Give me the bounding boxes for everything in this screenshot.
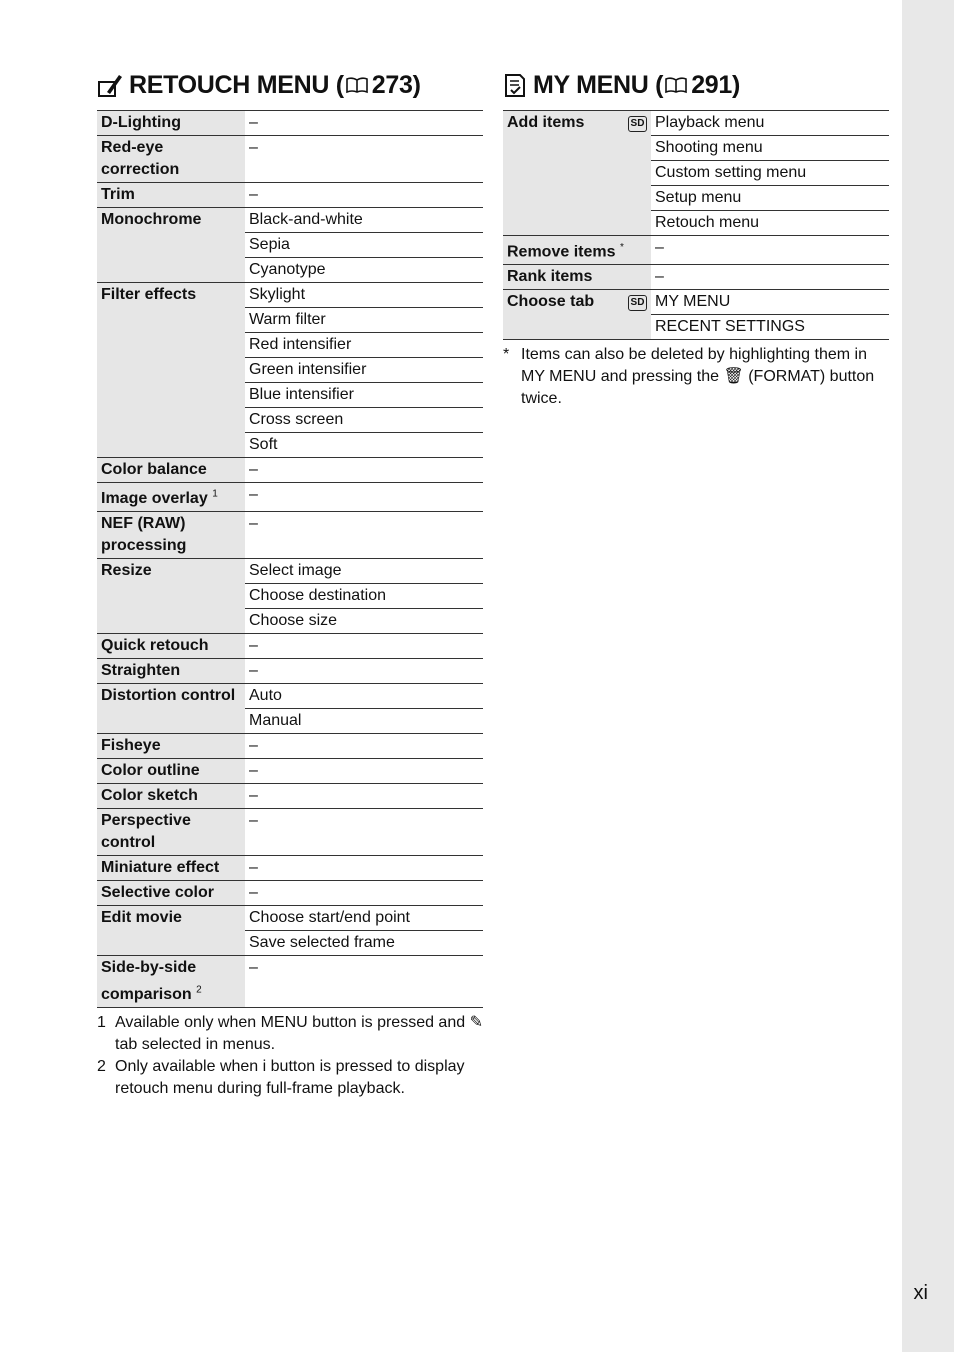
table-row	[97, 282, 483, 457]
row-label	[503, 111, 651, 235]
my-menu-table	[503, 110, 889, 340]
row-value: Playback menu	[655, 114, 765, 131]
row-value: Cross screen	[245, 407, 483, 432]
row-value: Blue intensifier	[245, 382, 483, 407]
row-value: Auto	[249, 687, 282, 705]
table-row	[97, 758, 483, 783]
footnote	[97, 1012, 483, 1056]
footnote-number: 2	[97, 1057, 106, 1075]
table-row	[97, 135, 483, 182]
row-value: –	[655, 268, 664, 286]
footnote-text: Items can also be deleted by highlighting them in MY MENU and pressing the 🗑 (FORMAT) button twice.	[521, 346, 875, 408]
row-label-text: Miniature effect	[101, 859, 220, 877]
retouch-table	[97, 110, 483, 1008]
row-label	[97, 684, 245, 733]
row-value: –	[249, 737, 258, 755]
row-label	[97, 956, 245, 1006]
my-menu-notes	[503, 344, 889, 410]
my-menu-section	[503, 68, 889, 410]
footnote	[97, 1056, 483, 1100]
row-value: –	[249, 139, 258, 156]
row-value: –	[249, 787, 258, 805]
row-value: Skylight	[249, 286, 306, 303]
row-value: Soft	[245, 432, 483, 457]
footnote-number: 1	[97, 1013, 106, 1031]
row-value: Retouch menu	[651, 210, 889, 235]
row-label	[97, 483, 245, 511]
footnote-text: Only available when i button is pressed to display retouch menu during full-frame playback.	[115, 1057, 465, 1097]
row-value: –	[249, 114, 258, 131]
row-value: –	[249, 637, 258, 655]
sd-card-icon: SD	[628, 116, 647, 132]
row-label	[97, 283, 245, 457]
row-label-text: Remove items	[507, 243, 616, 261]
row-label	[97, 659, 245, 683]
row-label	[97, 734, 245, 758]
row-value: MY MENU	[655, 293, 731, 311]
row-value: –	[249, 515, 258, 533]
row-value: –	[655, 239, 664, 256]
table-row	[503, 289, 889, 339]
row-value: Select image	[249, 562, 342, 580]
table-row	[97, 182, 483, 207]
row-label-text: NEF (RAW) processing	[101, 515, 187, 555]
row-value: Choose destination	[245, 583, 483, 608]
footnote-marker: *	[619, 242, 624, 253]
row-value: –	[249, 812, 258, 830]
row-label-text: Color balance	[101, 461, 207, 478]
table-row	[97, 855, 483, 880]
row-label-text: Perspective control	[101, 812, 191, 852]
book-icon	[346, 76, 368, 94]
row-label-text: Monochrome	[101, 211, 202, 228]
row-label	[97, 111, 245, 135]
footnote-text: Available only when MENU button is pressed and ✎ tab selected in menus.	[115, 1013, 483, 1053]
table-row	[503, 264, 889, 289]
row-label	[97, 759, 245, 783]
row-label	[97, 856, 245, 880]
row-value: Save selected frame	[245, 930, 483, 955]
row-value: Setup menu	[651, 185, 889, 210]
row-label	[97, 881, 245, 905]
row-label	[503, 236, 651, 264]
row-label	[97, 208, 245, 282]
footnote	[503, 344, 889, 410]
my-menu-heading: MY MENU ( 291)	[503, 68, 889, 102]
table-row	[97, 905, 483, 955]
row-label-text: Rank items	[507, 268, 593, 286]
retouch-menu-section	[97, 68, 483, 1100]
row-label-text: Image overlay	[101, 490, 208, 508]
row-value: Shooting menu	[651, 135, 889, 160]
row-label-text: Distortion control	[101, 687, 236, 705]
page-sidebar	[902, 0, 954, 1352]
row-label	[97, 458, 245, 482]
table-row	[97, 880, 483, 905]
footnote-marker: 1	[212, 489, 218, 500]
row-value: Choose start/end point	[249, 909, 410, 927]
row-value: Red intensifier	[245, 332, 483, 357]
row-label-text: Straighten	[101, 662, 181, 680]
row-value: RECENT SETTINGS	[651, 314, 889, 339]
row-label-text: Selective color	[101, 884, 214, 902]
row-label	[97, 906, 245, 955]
table-row	[97, 558, 483, 633]
row-value: Cyanotype	[245, 257, 483, 282]
row-value: –	[249, 959, 258, 977]
table-row	[97, 207, 483, 282]
page-number: xi	[913, 1282, 928, 1304]
retouch-menu-heading: RETOUCH MENU ( 273)	[97, 68, 483, 102]
row-label-text: Resize	[101, 562, 152, 580]
retouch-icon	[97, 72, 123, 98]
table-row	[503, 111, 889, 235]
row-value: –	[249, 186, 258, 203]
table-row	[97, 482, 483, 511]
row-label	[97, 559, 245, 633]
table-row	[503, 235, 889, 264]
row-value: Sepia	[245, 232, 483, 257]
row-label-text: Red-eye correction	[101, 139, 180, 178]
row-label	[97, 512, 245, 558]
row-label-text: Color sketch	[101, 787, 198, 805]
row-value: –	[249, 662, 258, 680]
row-value: Warm filter	[245, 307, 483, 332]
row-label-text: Edit movie	[101, 909, 182, 927]
row-value: Manual	[245, 708, 483, 733]
row-label	[97, 784, 245, 808]
table-row	[97, 683, 483, 733]
row-value: –	[249, 859, 258, 877]
row-label-text: D-Lighting	[101, 114, 181, 131]
table-row	[97, 733, 483, 758]
row-value: Custom setting menu	[651, 160, 889, 185]
row-label-text: Add items	[507, 114, 585, 131]
row-label-text: Filter effects	[101, 286, 197, 303]
retouch-notes	[97, 1012, 483, 1100]
table-row	[97, 955, 483, 1006]
row-label-text: Quick retouch	[101, 637, 209, 655]
row-label-text: Choose tab	[507, 293, 595, 311]
row-label-text: Trim	[101, 186, 135, 203]
table-row	[97, 633, 483, 658]
row-value: Black-and-white	[249, 211, 363, 228]
table-row	[97, 808, 483, 855]
row-label	[503, 290, 651, 339]
row-label	[97, 183, 245, 207]
row-label-text: Fisheye	[101, 737, 161, 755]
row-label	[97, 634, 245, 658]
book-icon	[665, 76, 687, 94]
table-row	[97, 658, 483, 683]
sd-card-icon: SD	[628, 295, 647, 311]
table-row	[97, 111, 483, 135]
footnote-number: *	[503, 346, 510, 364]
table-row	[97, 783, 483, 808]
footnote-marker: 2	[196, 984, 202, 996]
row-value: –	[249, 486, 258, 503]
row-value: –	[249, 884, 258, 902]
row-label	[97, 136, 245, 182]
table-row	[97, 457, 483, 482]
my-menu-icon	[503, 72, 527, 98]
row-label-text: Color outline	[101, 762, 200, 780]
row-value: –	[249, 762, 258, 780]
row-value: Green intensifier	[245, 357, 483, 382]
row-value: Choose size	[245, 608, 483, 633]
row-label-text: Side-by-side comparison	[101, 959, 197, 1003]
row-label	[503, 265, 651, 289]
row-label	[97, 809, 245, 855]
row-value: –	[249, 461, 258, 478]
table-row	[97, 511, 483, 558]
